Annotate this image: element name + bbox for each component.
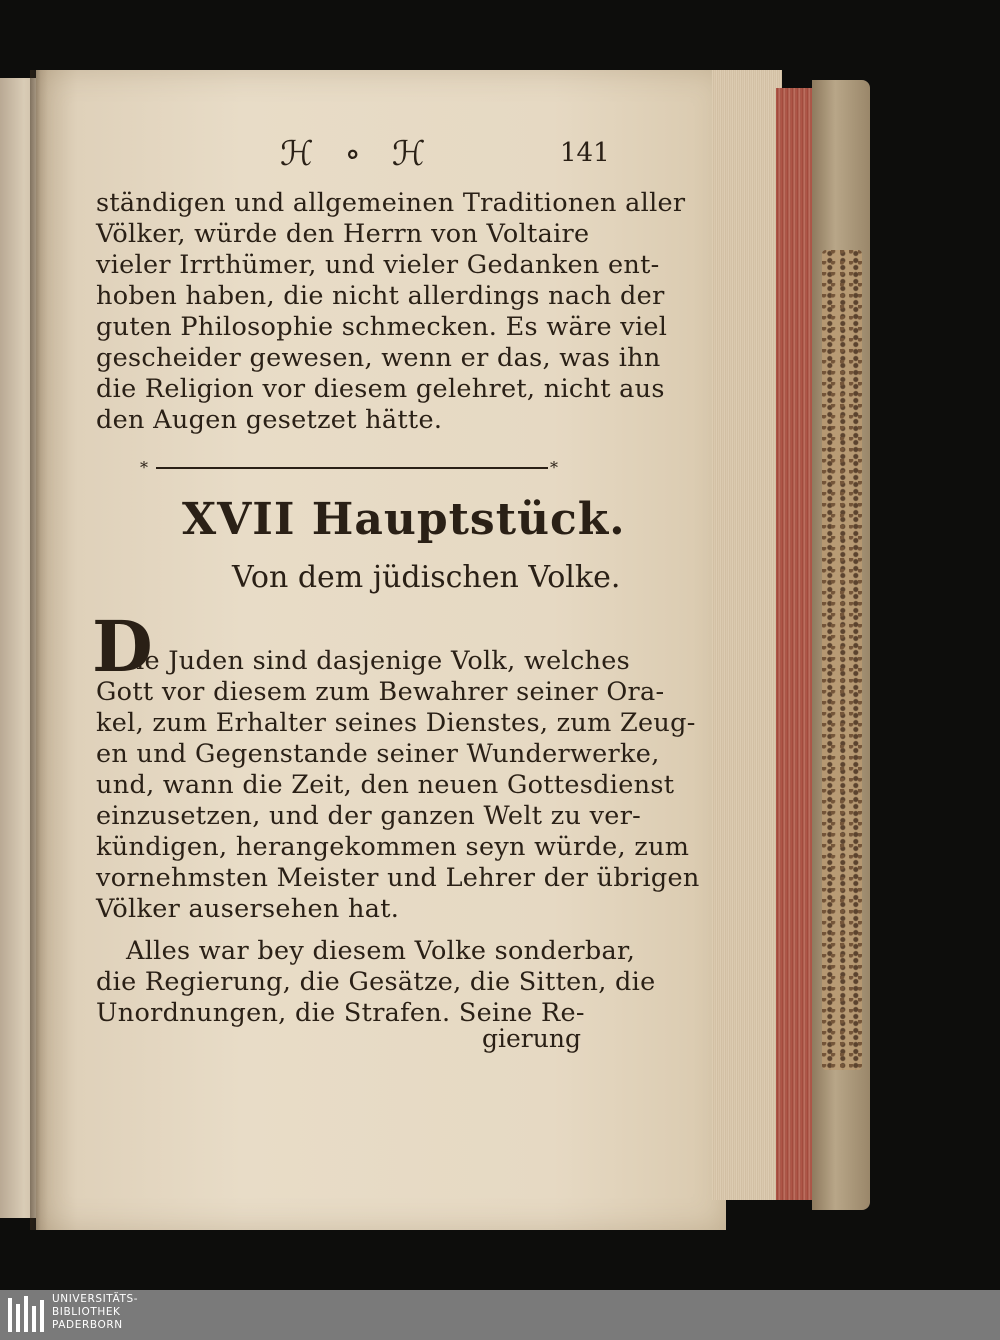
text-line: ständigen und allgemeinen Traditionen aller <box>96 188 686 218</box>
marbled-cover <box>822 250 862 1070</box>
footer-bar <box>0 1290 1000 1340</box>
text-line: vornehmsten Meister und Lehrer der übrigen <box>96 863 700 893</box>
text-line: die Regierung, die Gesätze, die Sitten, die <box>96 967 656 997</box>
text-line: den Augen gesetzet hätte. <box>96 405 443 435</box>
text-line: die Religion vor diesem gelehret, nicht aus <box>96 374 665 404</box>
text-line: en und Gegenstande seiner Wunderwerke, <box>96 739 660 769</box>
text-line: guten Philosophie schmecken. Es wäre viel <box>96 312 668 342</box>
text-line: einzusetzen, und der ganzen Welt zu ver- <box>96 801 642 831</box>
svg-text:*: * <box>140 458 148 477</box>
red-page-edge <box>776 88 816 1200</box>
chapter-title: XVII Hauptstück. <box>182 494 626 545</box>
library-logo-text <box>52 1293 138 1332</box>
page-number: 141 <box>560 138 610 168</box>
text-line: kel, zum Erhalter seines Dienstes, zum Zeug- <box>96 708 696 738</box>
page-block-edges <box>712 70 782 1200</box>
text-line: kündigen, herangekommen seyn würde, zum <box>96 832 690 862</box>
book-gutter <box>30 70 48 1230</box>
logo-line: PADERBORN <box>52 1319 123 1331</box>
text-line: Völker, würde den Herrn von Voltaire <box>96 219 590 249</box>
text-line: hoben haben, die nicht allerdings nach der <box>96 281 665 311</box>
text-line: Völker ausersehen hat. <box>96 894 400 924</box>
text-line: und, wann die Zeit, den neuen Gottesdienst <box>96 770 675 800</box>
logo-line: UNIVERSITÄTS- <box>52 1293 139 1305</box>
catchword: gierung <box>482 1024 581 1053</box>
library-logo-icon <box>6 1294 46 1336</box>
drop-cap: D <box>92 605 153 688</box>
text-line: vieler Irrthümer, und vieler Gedanken ent- <box>96 250 660 280</box>
chapter-subtitle: Von dem jüdischen Volke. <box>232 560 621 595</box>
text-line: ie Juden sind dasjenige Volk, welches <box>136 646 631 676</box>
logo-line: BIBLIOTHEK <box>52 1306 121 1318</box>
text-line: Gott vor diesem zum Bewahrer seiner Ora- <box>96 677 665 707</box>
text-line: gescheider gewesen, wenn er das, was ihn <box>96 343 661 373</box>
running-head-ornament: ℋ ∘ ℋ <box>280 134 436 174</box>
section-divider <box>140 458 566 478</box>
svg-text:*: * <box>550 458 558 477</box>
text-line: Alles war bey diesem Volke sonderbar, <box>126 936 636 966</box>
text-line: Unordnungen, die Strafen. Seine Re- <box>96 998 585 1028</box>
